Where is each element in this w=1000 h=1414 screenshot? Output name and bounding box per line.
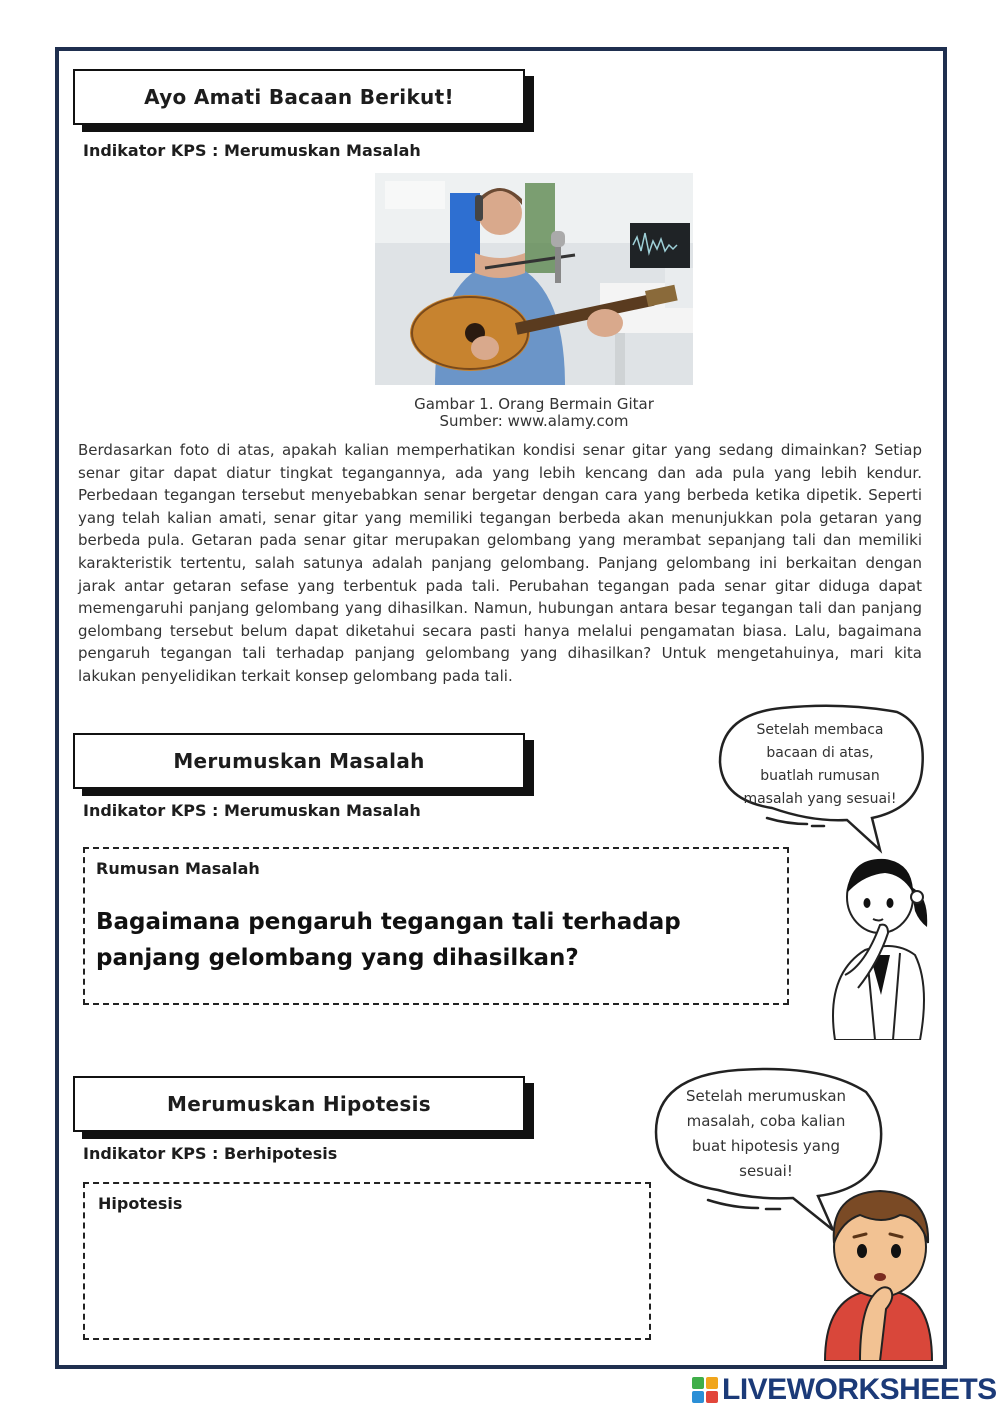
photo-caption-source: Sumber: www.alamy.com: [439, 412, 629, 430]
section-title-hypothesis: Merumuskan Hipotesis: [73, 1076, 525, 1132]
liveworksheets-wordmark: LIVEWORKSHEETS: [722, 1373, 997, 1406]
bubble-1-line-1: Setelah membaca: [756, 722, 884, 738]
problem-box-label: Rumusan Masalah: [96, 859, 260, 878]
problem-question: Bagaimana pengaruh tegangan tali terhadap panjang gelombang yang dihasilkan?: [96, 909, 681, 971]
reading-paragraph: Berdasarkan foto di atas, apakah kalian memperhatikan kondisi senar gitar yang sedang dimainkan? Setiap senar gitar dapat diatur tingkat tegangannya, ada yang lebih kencang dan ada pula yang lebih kendur. Perbedaan tegangan tersebut menyebabkan senar bergetar dengan cara yang berbeda ketika dipetik. Seperti yang telah kalian amati, senar gitar yang memiliki tegangan berbeda akan menunjukkan pola getaran yang berbeda pula. Getaran pada senar gitar merupakan gelombang yang merambat sepanjang tali dan memiliki karakteristik tertentu, salah satunya adalah panjang gelombang. Panjang gelombang ini berkaitan dengan jarak antar getaran sefase yang terbentuk pada tali. Perubahan tegangan pada senar gitar diduga dapat memengaruhi panjang gelombang yang dihasilkan. Namun, hubungan antara besar tegangan tali dan panjang gelombang tersebut belum dapat diketahui secara pasti hanya melalui pengamatan biasa. Lalu, bagaimana pengaruh tegangan tali terhadap panjang gelombang yang dihasilkan? Untuk mengetahuinya, mari kita lakukan penyelidikan terkait konsep gelombang pada tali.: [78, 441, 922, 685]
indikator-label-3: Indikator KPS : Berhipotesis: [83, 1144, 338, 1163]
photo-caption-title: Gambar 1. Orang Bermain Gitar: [414, 395, 654, 413]
bubble-1-line-2: bacaan di atas,: [766, 745, 874, 761]
bubble-2-line-2: masalah, coba kalian: [686, 1112, 846, 1130]
bubble-2-line-1: Setelah merumuskan: [685, 1087, 847, 1105]
liveworksheets-logo: [692, 1373, 997, 1407]
indikator-label-1: Indikator KPS : Merumuskan Masalah: [83, 141, 421, 160]
liveworksheets-badge-icon: [692, 1377, 718, 1403]
section-title-observe: Ayo Amati Bacaan Berikut!: [73, 69, 525, 125]
hypothesis-box-label: Hipotesis: [98, 1194, 183, 1213]
bubble-2-line-3: buat hipotesis yang: [691, 1137, 840, 1155]
thought-bubble-1-text: [732, 719, 908, 811]
thought-bubble-2-text: [668, 1084, 864, 1184]
girl-thinking-illustration: [815, 845, 940, 1040]
section-title-problem: Merumuskan Masalah: [73, 733, 525, 789]
bubble-1-line-4: masalah yang sesuai!: [743, 791, 897, 807]
bubble-2-line-4: sesuai!: [739, 1162, 793, 1180]
indikator-label-2: Indikator KPS : Merumuskan Masalah: [83, 801, 421, 820]
bubble-1-line-3: buatlah rumusan: [760, 768, 880, 784]
guitar-photo: [375, 173, 693, 385]
boy-thinking-illustration: [820, 1185, 938, 1361]
